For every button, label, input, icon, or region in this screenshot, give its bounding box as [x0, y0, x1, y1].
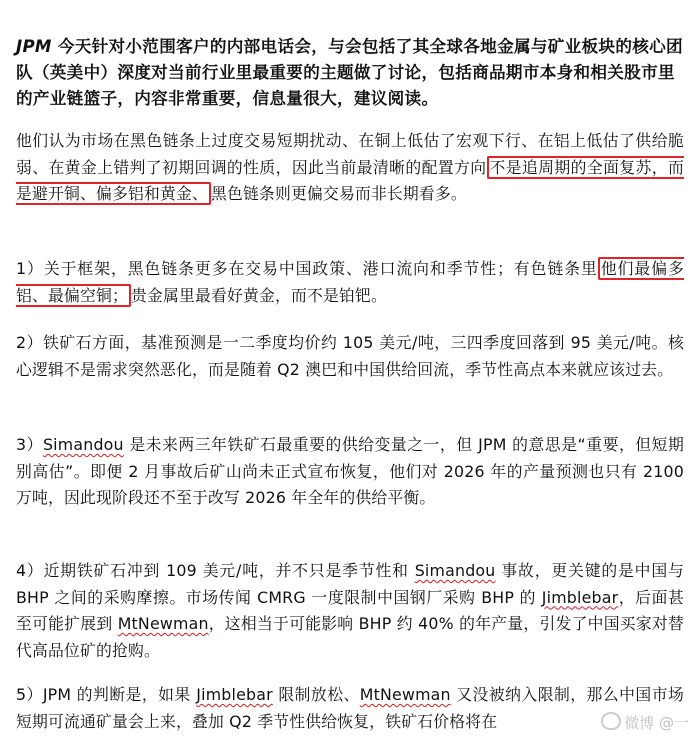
intro-jpm: JPM: [16, 37, 52, 56]
paragraph-summary: [16, 128, 684, 208]
intro-text: 今天针对小范围客户的内部电话会，与会包括了其全球各地金属与矿业板块的核心团队（英美中）深度对当前行业里最重要的主题做了讨论，包括商品期市本身和相关股市里的产业链篮子，内容非常重要，信息量很大，建议阅读。: [16, 37, 683, 108]
summary-text-b: 黑色链条则更偏交易而非长期看多。: [210, 184, 467, 203]
judgement-text-b: 限制放松、: [272, 685, 360, 704]
paragraph-jpm-judgement: [16, 682, 684, 735]
bhp-jimblebar-term: Jimblebar: [541, 587, 619, 607]
iron-ore-text: 2）铁矿石方面，基准预测是一二季度均价约 105 美元/吨，三四季度回落到 95 美元/吨。核心逻辑不是需求突然恶化，而是随着 Q2 澳巴和中国供给回流，季节性高点本来就应该过去。: [16, 333, 684, 379]
intro-paragraph: [16, 34, 684, 112]
bhp-text-b: 事故，更关键的是中国与 BHP 之间的采购摩擦。市场传闻 CMRG 一度限制中国钢厂采购 BHP 的: [16, 561, 684, 607]
simandou-term: Simandou: [42, 435, 124, 454]
bhp-text-a: 4）近期铁矿石冲到 109 美元/吨，并不只是季节性和: [16, 561, 415, 580]
paragraph-simandou: [16, 432, 684, 512]
judgement-jimblebar-term: Jimblebar: [196, 685, 273, 704]
watermark-text: 微博 @一: [624, 714, 689, 732]
paragraph-bhp: [16, 558, 684, 664]
judgement-mtnewman-term: MtNewman: [359, 685, 451, 704]
judgement-text-a: 5）JPM 的判断是，如果: [16, 685, 197, 704]
simandou-text: 是未来两三年铁矿石最重要的供给变量之一，但 JPM 的意思是“重要，但短期别高估”。即便 2 月事故后矿山尚未正式宣布恢复，他们对 2026 年的产量预测也只有 2100 万吨，因此现阶段还不至于改写 2026 年全年的供给平衡。: [16, 435, 684, 507]
weibo-icon: [601, 712, 621, 730]
bhp-text-c: ，后面甚至可能扩展到: [16, 587, 684, 633]
framework-text-b: 贵金属里最看好黄金，而不是铂钯。: [130, 285, 387, 305]
weibo-watermark: [601, 712, 689, 733]
framework-highlight: 他们最偏多铝、最偏空铜；: [16, 259, 684, 305]
framework-text-a: 1）关于框架，黑色链条更多在交易中国政策、港口流向和季节性；有色链条里: [16, 259, 598, 278]
simandou-prefix: 3）: [16, 435, 43, 454]
summary-highlight: 不是追周期的全面复苏，而是避开铜、偏多铝和黄金、: [16, 157, 684, 203]
bhp-mtnewman-term: MtNewman: [117, 614, 209, 633]
paragraph-iron-ore: [16, 330, 684, 383]
bhp-text-d: ，这相当于可能影响 BHP 约 40% 的年产量，引发了中国买家对替代高品位矿的抢购。: [16, 614, 684, 660]
bhp-simandou-term: Simandou: [414, 561, 496, 580]
summary-text-a: 他们认为市场在黑色链条上过度交易短期扰动、在铜上低估了宏观下行、在铝上低估了供给脆弱、在黄金上错判了初期回调的性质，因此当前最清晰的配置方向: [16, 131, 684, 177]
paragraph-framework: [16, 256, 684, 309]
judgement-text-c: 又没被纳入限制，那么中国市场短期可流通矿量会上来，叠加 Q2 季节性供给恢复，铁矿石价格将在: [16, 685, 684, 731]
